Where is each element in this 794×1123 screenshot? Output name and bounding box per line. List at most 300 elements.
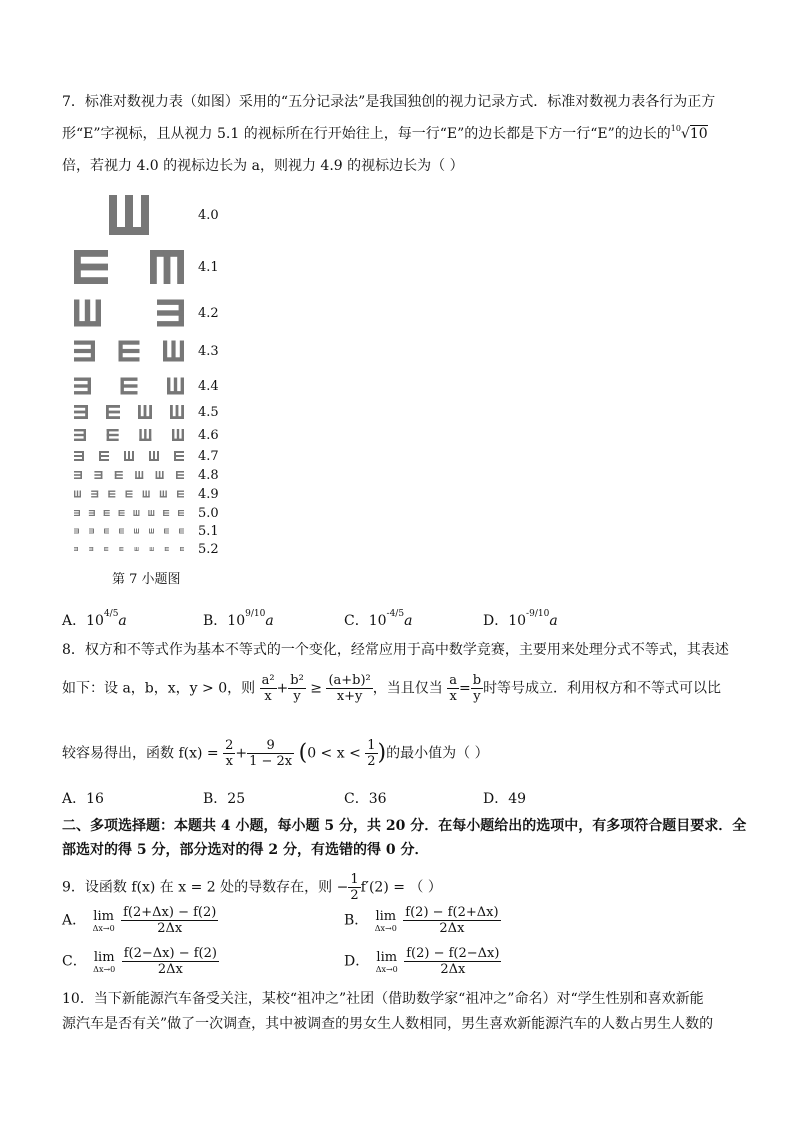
- eye-chart-optotype: [135, 471, 143, 479]
- optotype-bar: [153, 529, 154, 534]
- optotype-bar: [104, 512, 110, 513]
- optotype-bar: [74, 416, 88, 419]
- optotype-bar: [174, 459, 184, 461]
- optotype-bar: [141, 195, 149, 235]
- eye-chart-level-label: 5.2: [198, 542, 219, 557]
- eye-chart-level-label: 4.1: [198, 260, 219, 275]
- optotype-bar: [119, 512, 125, 513]
- eye-chart-optotype: [172, 429, 184, 441]
- eye-chart-level-label: 4.4: [198, 379, 219, 394]
- optotype-bar: [106, 416, 120, 419]
- eye-chart-optotype: [119, 547, 123, 551]
- optotype-bar: [119, 547, 123, 548]
- optotype-bar: [74, 277, 108, 284]
- optotype-bar: [74, 510, 80, 511]
- optotype-bar: [99, 455, 109, 457]
- optotype-bar: [180, 550, 184, 551]
- q8-option-c: C．36: [344, 791, 387, 807]
- frac-b-y: $\frac{b}{y}$: [472, 673, 482, 704]
- lim-b: lim Δx→0: [374, 908, 397, 933]
- eye-chart-optotype: [104, 510, 110, 516]
- optotype-bar: [139, 429, 141, 441]
- optotype-bar: [180, 341, 184, 362]
- optotype-bar: [148, 510, 149, 516]
- frac-opt-b: $\frac{f(2) - f(2+\Delta x)}{2\Delta x}$: [405, 905, 499, 936]
- optotype-bar: [165, 491, 166, 498]
- optotype-bar: [157, 451, 159, 461]
- q7-line1: 7．标准对数视力表（如图）采用的“五分记录法”是我国独创的视力记录方式．标准对数视力表各行为正方: [62, 94, 716, 110]
- optotype-bar: [157, 300, 184, 305]
- optotype-bar: [74, 531, 79, 532]
- optotype-bar: [74, 405, 88, 408]
- eye-chart-optotype: [94, 471, 102, 479]
- optotype-bar: [74, 491, 75, 498]
- eye-chart-optotype: [89, 529, 94, 534]
- optotype-bar: [180, 549, 184, 550]
- eye-chart-optotype: [134, 529, 139, 534]
- optotype-bar: [172, 429, 174, 441]
- optotype-bar: [138, 547, 139, 551]
- optotype-bar: [178, 512, 184, 513]
- eye-chart-optotype: [74, 429, 86, 441]
- optotype-bar: [80, 491, 81, 498]
- q10-line2: 源汽车是否有关”做了一次调查，其中被调查的男女生人数相同，男生喜欢新能源汽车的人数占男生人数的: [62, 1016, 714, 1032]
- optotype-bar: [119, 357, 140, 361]
- optotype-bar: [91, 496, 98, 497]
- section2-line2: 部选对的得 5 分，部分选对的得 2 分，有选错的得 0 分．: [62, 842, 429, 858]
- q7-line2-text: 形“E”字视标，且从视力 5.1 的视标所在行开始往上，每一行“E”的边长都是下方一行“E”的边长的: [62, 126, 671, 142]
- eye-chart-level-label: 4.7: [198, 449, 219, 464]
- optotype-bar: [107, 429, 119, 431]
- optotype-bar: [119, 510, 125, 511]
- lim-c: lim Δx→0: [93, 949, 116, 974]
- optotype-bar: [178, 510, 184, 511]
- eye-chart-optotype: [124, 451, 134, 461]
- optotype-bar: [74, 384, 91, 387]
- optotype-bar: [163, 510, 169, 511]
- optotype-bar: [85, 300, 90, 327]
- optotype-bar: [109, 195, 117, 235]
- optotype-bar: [163, 491, 164, 498]
- optotype-bar: [74, 474, 82, 476]
- optotype-bar: [149, 405, 152, 419]
- eye-chart-optotype: [157, 300, 184, 327]
- optotype-bar: [159, 471, 161, 479]
- optotype-bar: [89, 533, 94, 534]
- optotype-bar: [149, 429, 151, 441]
- optotype-bar: [74, 391, 91, 394]
- optotype-bar: [74, 459, 84, 461]
- eye-chart-optotype: [74, 471, 82, 479]
- optotype-bar: [99, 459, 109, 461]
- optotype-bar: [74, 451, 84, 453]
- optotype-bar: [104, 550, 108, 551]
- optotype-bar: [74, 455, 84, 457]
- optotype-bar: [91, 491, 98, 492]
- eye-chart-optotype: [150, 250, 184, 284]
- optotype-bar: [174, 455, 184, 457]
- optotype-bar: [74, 434, 86, 436]
- optotype-bar: [164, 533, 169, 534]
- optotype-bar: [151, 529, 152, 534]
- q8-line2: 如下：设 a，b，x，y > 0，则 $\frac{\text{a²}}{x}$ + $\frac{\text{b²}}{y}$ ≥ $\frac{\text{(a+b)²}}{x+y}$ ，当且仅当 $\frac{a}{x}$ = $\frac{b}{y}$ 时等号成立．利用权方和不等式可以比: [62, 673, 722, 704]
- eye-chart-optotype: [139, 429, 151, 441]
- optotype-bar: [74, 549, 78, 550]
- optotype-bar: [77, 491, 78, 498]
- optotype-bar: [164, 529, 169, 530]
- optotype-bar: [134, 529, 135, 534]
- optotype-bar: [104, 533, 109, 534]
- q9-option-a: A． lim Δx→0 $\frac{f(2+\Delta x) - f(2)}{2\Delta x}$: [62, 905, 217, 936]
- optotype-bar: [170, 405, 173, 419]
- frac-opt-c: $\frac{f(2-\Delta x) - f(2)}{2\Delta x}$: [123, 946, 217, 977]
- optotype-bar: [91, 493, 98, 494]
- optotype-bar: [74, 547, 78, 548]
- optotype-bar: [96, 300, 101, 327]
- eye-chart-optotype: [126, 491, 133, 498]
- optotype-bar: [125, 195, 133, 235]
- q7-option-d: D．$10^{-9/10}a$: [483, 609, 558, 629]
- eye-chart-optotype: [89, 510, 95, 516]
- eye-chart-optotype: [104, 547, 108, 551]
- optotype-bar: [156, 471, 158, 479]
- lim-a: lim Δx→0: [92, 908, 115, 933]
- eye-chart-optotype: [177, 491, 184, 498]
- optotype-bar: [108, 491, 115, 492]
- eye-chart-optotype: [150, 547, 154, 551]
- optotype-bar: [74, 512, 80, 513]
- optotype-bar: [74, 439, 86, 441]
- optotype-bar: [119, 531, 124, 532]
- optotype-bar: [162, 471, 164, 479]
- eye-chart-level-label: 4.0: [198, 208, 219, 223]
- domain-expr: (: [298, 740, 308, 766]
- optotype-bar: [89, 529, 94, 530]
- optotype-bar: [148, 491, 149, 498]
- frac-half: $\frac{1}{2}$: [350, 872, 359, 903]
- optotype-bar: [107, 434, 119, 436]
- optotype-bar: [178, 515, 184, 516]
- optotype-bar: [74, 357, 95, 361]
- optotype-bar: [176, 474, 184, 476]
- optotype-bar: [74, 378, 91, 381]
- optotype-bar: [115, 471, 123, 473]
- frac-2-x: $\frac{2}{x}$: [225, 738, 234, 769]
- optotype-bar: [74, 429, 86, 431]
- optotype-bar: [89, 515, 95, 516]
- optotype-bar: [167, 378, 170, 395]
- frac-1-2: $\frac{1}{2}$: [367, 738, 376, 769]
- eye-chart-optotype: [74, 405, 88, 419]
- optotype-bar: [177, 250, 184, 284]
- eye-chart-optotype: [74, 451, 84, 461]
- eye-chart-optotype: [74, 491, 81, 498]
- optotype-bar: [138, 510, 139, 516]
- optotype-bar: [74, 533, 79, 534]
- optotype-bar: [94, 474, 102, 476]
- optotype-bar: [136, 547, 137, 551]
- eye-chart-optotype: [99, 451, 109, 461]
- q8-line1: 8．权方和不等式作为基本不等式的一个变化，经常应用于高中数学竞赛，主要用来处理分式不等式，其表述: [62, 642, 729, 658]
- optotype-bar: [94, 471, 102, 473]
- frac-a-x: $\frac{a}{x}$: [449, 673, 457, 704]
- eye-chart-optotype: [74, 529, 79, 534]
- eye-chart-optotype: [121, 378, 138, 395]
- q7-line3: 倍，若视力 4.0 的视标边长为 a，则视力 4.9 的视标边长为（ ）: [62, 158, 464, 174]
- optotype-bar: [165, 547, 169, 548]
- optotype-bar: [108, 493, 115, 494]
- optotype-bar: [104, 510, 110, 511]
- optotype-bar: [135, 547, 136, 551]
- optotype-bar: [89, 547, 93, 548]
- eye-chart-optotype: [119, 529, 124, 534]
- optotype-bar: [163, 512, 169, 513]
- eye-chart-optotype: [135, 547, 139, 551]
- optotype-bar: [153, 510, 154, 516]
- optotype-bar: [89, 531, 94, 532]
- optotype-bar: [182, 429, 184, 441]
- optotype-bar: [150, 547, 151, 551]
- optotype-bar: [177, 496, 184, 497]
- optotype-bar: [153, 547, 154, 551]
- optotype-bar: [74, 250, 108, 257]
- optotype-bar: [119, 349, 140, 353]
- optotype-bar: [124, 451, 126, 461]
- optotype-bar: [177, 429, 179, 441]
- eye-chart-optotype: [108, 491, 115, 498]
- optotype-bar: [171, 341, 175, 362]
- optotype-bar: [121, 378, 138, 381]
- optotype-bar: [104, 529, 109, 530]
- eye-chart-level-label: 5.0: [198, 506, 219, 521]
- optotype-bar: [121, 391, 138, 394]
- optotype-bar: [119, 529, 124, 530]
- eye-chart-level-label: 4.8: [198, 468, 219, 483]
- eye-chart-level-label: 4.2: [198, 306, 219, 321]
- optotype-bar: [119, 515, 125, 516]
- optotype-bar: [74, 349, 95, 353]
- optotype-bar: [121, 384, 138, 387]
- eye-chart-optotype: [163, 510, 169, 516]
- optotype-bar: [145, 491, 146, 498]
- optotype-bar: [89, 550, 93, 551]
- optotype-bar: [115, 477, 123, 479]
- optotype-bar: [89, 549, 93, 550]
- optotype-bar: [107, 439, 119, 441]
- optotype-bar: [177, 491, 184, 492]
- optotype-bar: [157, 310, 184, 315]
- eye-chart-optotype: [179, 529, 184, 534]
- eye-chart-optotype: [160, 491, 167, 498]
- optotype-bar: [136, 510, 137, 516]
- frac-9-1-2x: $\frac{9}{1 - 2x}$: [249, 738, 293, 769]
- optotype-bar: [106, 411, 120, 414]
- lim-d: lim Δx→0: [375, 949, 398, 974]
- optotype-bar: [126, 493, 133, 494]
- optotype-bar: [164, 531, 169, 532]
- optotype-bar: [74, 341, 95, 345]
- eye-chart-optotype: [115, 471, 123, 479]
- eye-chart-level-label: 4.5: [198, 405, 219, 420]
- optotype-bar: [119, 341, 140, 345]
- eye-chart-optotype: [176, 471, 184, 479]
- frac-opt-a: $\frac{f(2+\Delta x) - f(2)}{2\Delta x}$: [123, 905, 217, 936]
- optotype-bar: [179, 533, 184, 534]
- root-expression: $^{10}$√10: [670, 124, 708, 142]
- eye-chart-optotype: [156, 471, 164, 479]
- optotype-bar: [126, 496, 133, 497]
- eye-chart-optotype: [74, 378, 91, 395]
- eye-chart-optotype: [109, 195, 149, 235]
- optotype-bar: [126, 491, 133, 492]
- eye-chart-optotype: [74, 510, 80, 516]
- q8-line3: 较容易得出，函数 f(x) = $\frac{2}{x}$ + $\frac{9}{1 - 2x}$ (0 < x < $\frac{1}{2}$ )的最小值为（ ）: [62, 738, 489, 769]
- eye-chart-optotype: [165, 547, 169, 551]
- optotype-bar: [108, 496, 115, 497]
- optotype-bar: [157, 321, 184, 326]
- frac-b2-y: $\frac{\text{b²}}{y}$: [290, 673, 304, 704]
- optotype-bar: [104, 549, 108, 550]
- optotype-bar: [176, 471, 184, 473]
- optotype-bar: [177, 493, 184, 494]
- optotype-bar: [174, 378, 177, 395]
- optotype-bar: [143, 491, 144, 498]
- q8-option-a: A．16: [62, 791, 104, 807]
- eye-chart-optotype: [74, 250, 108, 284]
- q9-option-c: C． lim Δx→0 $\frac{f(2-\Delta x) - f(2)}{2\Delta x}$: [62, 946, 217, 977]
- optotype-bar: [149, 451, 151, 461]
- optotype-bar: [104, 547, 108, 548]
- eye-chart-optotype: [149, 451, 159, 461]
- optotype-bar: [74, 264, 108, 271]
- eye-chart: [60, 188, 240, 588]
- optotype-bar: [94, 477, 102, 479]
- optotype-bar: [74, 477, 82, 479]
- optotype-bar: [160, 491, 161, 498]
- eye-chart-level-label: 5.1: [198, 524, 219, 539]
- q8-option-d: D．49: [483, 791, 527, 807]
- section2-line1: 二、多项选择题：本题共 4 小题，每小题 5 分，共 20 分．在每小题给出的选项中，有多项符合题目要求．全: [62, 818, 747, 834]
- optotype-bar: [164, 250, 171, 284]
- eye-chart-level-label: 4.6: [198, 428, 219, 443]
- optotype-bar: [138, 405, 141, 419]
- eye-chart-optotype: [174, 451, 184, 461]
- optotype-bar: [176, 477, 184, 479]
- eye-chart-optotype: [178, 510, 184, 516]
- eye-chart-optotype: [180, 547, 184, 551]
- optotype-bar: [181, 378, 184, 395]
- optotype-bar: [176, 405, 179, 419]
- q7-option-a: A．$10^{4/5}a$: [62, 609, 127, 629]
- eye-chart-optotype: [119, 341, 140, 362]
- optotype-bar: [128, 451, 130, 461]
- figure-caption: 第 7 小题图: [112, 572, 181, 587]
- optotype-bar: [135, 471, 137, 479]
- eye-chart-optotype: [104, 529, 109, 534]
- optotype-bar: [136, 529, 137, 534]
- q7-option-b: B．$10^{9/10}a$: [203, 609, 274, 629]
- optotype-bar: [174, 451, 184, 453]
- eye-chart-optotype: [138, 405, 152, 419]
- optotype-bar: [104, 531, 109, 532]
- optotype-bar: [106, 405, 120, 408]
- optotype-bar: [163, 341, 167, 362]
- eye-chart-optotype: [74, 547, 78, 551]
- frac-ab2-xy: $\frac{\text{(a+b)²}}{x+y}$: [328, 673, 371, 704]
- optotype-bar: [74, 411, 88, 414]
- optotype-bar: [144, 405, 147, 419]
- optotype-bar: [74, 515, 80, 516]
- optotype-bar: [133, 510, 134, 516]
- eye-chart-optotype: [119, 510, 125, 516]
- optotype-bar: [74, 550, 78, 551]
- frac-a2-x: $\frac{\text{a²}}{x}$: [261, 673, 275, 704]
- eye-chart-optotype: [164, 529, 169, 534]
- optotype-bar: [138, 529, 139, 534]
- eye-chart-optotype: [74, 300, 101, 327]
- optotype-bar: [104, 515, 110, 516]
- eye-chart-optotype: [148, 510, 154, 516]
- eye-chart-optotype: [170, 405, 184, 419]
- q9-option-b: B． lim Δx→0 $\frac{f(2) - f(2+\Delta x)}{2\Delta x}$: [344, 905, 499, 936]
- eye-chart-optotype: [107, 429, 119, 441]
- q10-line1: 10．当下新能源汽车备受关注，某校“祖冲之”社团（借助数学家“祖冲之”命名）对“学生性别和喜欢新能: [62, 991, 704, 1007]
- optotype-bar: [151, 547, 152, 551]
- optotype-bar: [132, 451, 134, 461]
- frac-opt-d: $\frac{f(2) - f(2-\Delta x)}{2\Delta x}$: [406, 946, 500, 977]
- optotype-bar: [138, 471, 140, 479]
- optotype-bar: [119, 549, 123, 550]
- q9-stem: 9．设函数 f(x) 在 x = 2 处的导数存在，则 − $\frac{1}{2}$ f′(2) = （ ）: [62, 872, 442, 903]
- optotype-bar: [119, 550, 123, 551]
- eye-chart-optotype: [133, 510, 139, 516]
- q9-option-d: D． lim Δx→0 $\frac{f(2) - f(2-\Delta x)}{2\Delta x}$: [344, 946, 500, 977]
- eye-chart-optotype: [106, 405, 120, 419]
- optotype-bar: [115, 474, 123, 476]
- optotype-bar: [74, 529, 79, 530]
- eye-chart-optotype: [143, 491, 150, 498]
- optotype-bar: [180, 547, 184, 548]
- eye-chart-svg: [60, 188, 240, 558]
- optotype-bar: [165, 550, 169, 551]
- optotype-bar: [149, 529, 150, 534]
- optotype-bar: [142, 471, 144, 479]
- optotype-bar: [181, 405, 184, 419]
- eye-chart-optotype: [89, 547, 93, 551]
- optotype-bar: [74, 471, 82, 473]
- eye-chart-optotype: [149, 529, 154, 534]
- optotype-bar: [99, 451, 109, 453]
- q7-line2: [62, 124, 708, 142]
- eye-chart-optotype: [163, 341, 184, 362]
- eye-chart-optotype: [167, 378, 184, 395]
- optotype-bar: [179, 531, 184, 532]
- optotype-bar: [165, 549, 169, 550]
- optotype-bar: [163, 515, 169, 516]
- eye-chart-optotype: [91, 491, 98, 498]
- optotype-bar: [74, 300, 79, 327]
- q7-option-c: C．$10^{-4/5}a$: [344, 609, 413, 629]
- optotype-bar: [151, 510, 152, 516]
- optotype-bar: [179, 529, 184, 530]
- optotype-bar: [153, 451, 155, 461]
- eye-chart-level-label: 4.3: [198, 344, 219, 359]
- eye-chart-level-label: 4.9: [198, 487, 219, 502]
- eye-chart-optotype: [74, 341, 95, 362]
- q8-option-b: B．25: [203, 791, 246, 807]
- optotype-bar: [89, 512, 95, 513]
- optotype-bar: [119, 533, 124, 534]
